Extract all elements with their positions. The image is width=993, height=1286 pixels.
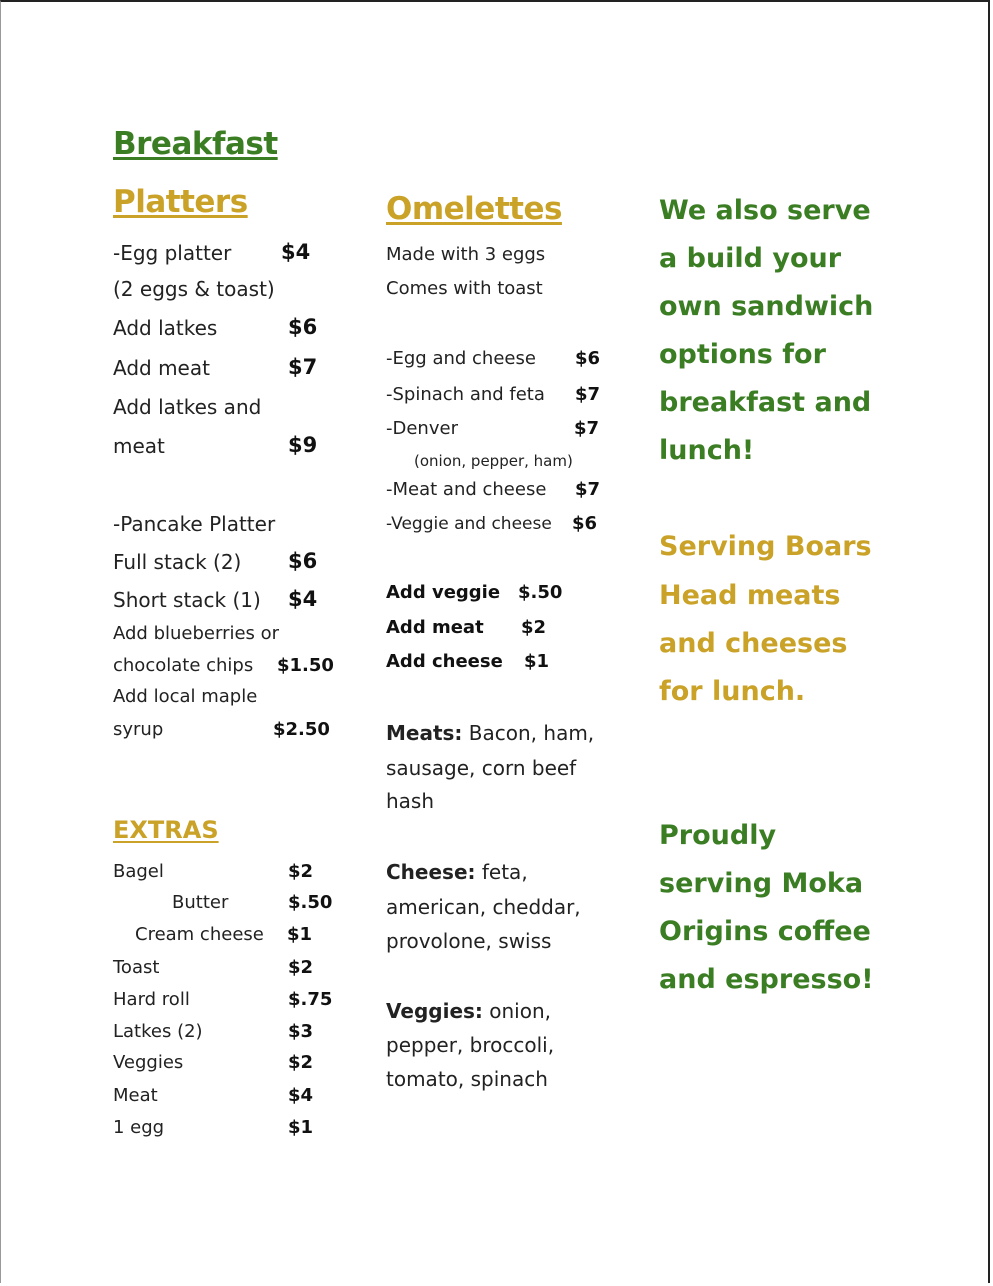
meats-text: Bacon, ham, [462, 721, 595, 745]
sandwich-line-6: lunch! [659, 435, 755, 466]
extras-veggies-price: $2 [288, 1052, 314, 1073]
add-veggie-label: Add veggie [386, 582, 501, 603]
extras-veggies-label: Veggies [113, 1052, 184, 1073]
add-latkes-label: Add latkes [113, 316, 218, 340]
omelette-add-meat-label: Add meat [386, 617, 484, 638]
boars-line-1: Serving Boars [659, 531, 872, 562]
moka-line-2: serving Moka [659, 868, 864, 899]
sandwich-line-4: options for [659, 339, 826, 370]
extras-meat-price: $4 [288, 1085, 314, 1106]
add-cheese-price: $1 [524, 651, 550, 672]
cheese-text: feta, [475, 860, 528, 884]
full-stack-label: Full stack (2) [113, 550, 242, 574]
omelettes-title: Omelettes [386, 191, 562, 227]
cheese-line1 [386, 860, 528, 884]
add-blueberries-price: $1.50 [277, 655, 334, 676]
veggies-line3: tomato, spinach [386, 1067, 548, 1091]
add-veggie-price: $.50 [518, 582, 563, 603]
add-blueberries-label1: Add blueberries or [113, 623, 280, 644]
extras-hard-roll-label: Hard roll [113, 989, 190, 1010]
extras-butter-label: Butter [172, 892, 229, 913]
meat-cheese-label: -Meat and cheese [386, 479, 547, 500]
veggies-line2: pepper, broccoli, [386, 1033, 555, 1057]
meat-cheese-price: $7 [575, 479, 601, 500]
add-syrup-label1: Add local maple [113, 686, 258, 707]
add-syrup-label2: syrup [113, 719, 164, 740]
cheese-line3: provolone, swiss [386, 929, 552, 953]
extras-cream-cheese-price: $1 [287, 924, 313, 945]
add-latkes-meat-price: $9 [288, 433, 318, 457]
add-cheese-label: Add cheese [386, 651, 503, 672]
meats-line3: hash [386, 789, 435, 813]
omelettes-desc1: Made with 3 eggs [386, 244, 546, 265]
extras-egg-price: $1 [288, 1117, 314, 1138]
pancake-platter-label: -Pancake Platter [113, 512, 276, 536]
omelette-add-meat-price: $2 [521, 617, 547, 638]
denver-label: -Denver [386, 418, 458, 439]
denver-price: $7 [574, 418, 600, 439]
platters-title: Platters [113, 184, 248, 220]
extras-toast-label: Toast [113, 957, 160, 978]
meats-line1 [386, 721, 594, 745]
meats-line2: sausage, corn beef [386, 756, 577, 780]
extras-bagel-label: Bagel [113, 861, 164, 882]
veggie-cheese-price: $6 [572, 513, 598, 534]
extras-meat-label: Meat [113, 1085, 158, 1106]
extras-egg-label: 1 egg [113, 1117, 165, 1138]
moka-line-4: and espresso! [659, 964, 874, 995]
add-meat-label: Add meat [113, 356, 210, 380]
extras-latkes-price: $3 [288, 1021, 314, 1042]
veggies-heading: Veggies: [386, 999, 483, 1023]
extras-latkes-label: Latkes (2) [113, 1021, 203, 1042]
extras-toast-price: $2 [288, 957, 314, 978]
extras-bagel-price: $2 [288, 861, 314, 882]
spinach-feta-label: -Spinach and feta [386, 384, 545, 405]
add-syrup-price: $2.50 [273, 719, 330, 740]
omelettes-desc2: Comes with toast [386, 278, 543, 299]
add-blueberries-label2: chocolate chips [113, 655, 254, 676]
veggie-cheese-label: -Veggie and cheese [386, 514, 552, 534]
add-latkes-price: $6 [288, 315, 318, 339]
egg-cheese-price: $6 [575, 348, 601, 369]
full-stack-price: $6 [288, 549, 318, 573]
boars-line-3: and cheeses [659, 628, 848, 659]
sandwich-line-3: own sandwich [659, 291, 874, 322]
extras-cream-cheese-label: Cream cheese [135, 924, 264, 945]
add-latkes-meat-label2: meat [113, 434, 165, 458]
extras-butter-price: $.50 [288, 892, 333, 913]
egg-platter-label: -Egg platter [113, 241, 232, 265]
extras-title: EXTRAS [113, 816, 219, 844]
spinach-feta-price: $7 [575, 384, 601, 405]
sandwich-line-5: breakfast and [659, 387, 872, 418]
denver-sub: (onion, pepper, ham) [414, 452, 573, 470]
boars-line-4: for lunch. [659, 676, 806, 707]
sandwich-line-2: a build your [659, 243, 842, 274]
veggies-line1 [386, 999, 551, 1023]
cheese-heading: Cheese: [386, 860, 476, 884]
boars-line-2: Head meats [659, 580, 841, 611]
egg-platter-price: $4 [281, 240, 311, 264]
breakfast-title: Breakfast [113, 126, 278, 162]
add-latkes-meat-label1: Add latkes and [113, 395, 262, 419]
egg-platter-sub: (2 eggs & toast) [113, 277, 275, 301]
sandwich-line-1: We also serve [659, 195, 871, 226]
short-stack-price: $4 [288, 587, 318, 611]
cheese-line2: american, cheddar, [386, 895, 581, 919]
moka-line-3: Origins coffee [659, 916, 871, 947]
moka-line-1: Proudly [659, 820, 777, 851]
egg-cheese-label: -Egg and cheese [386, 348, 536, 369]
short-stack-label: Short stack (1) [113, 588, 261, 612]
meats-heading: Meats: [386, 721, 463, 745]
veggies-text: onion, [482, 999, 552, 1023]
add-meat-price: $7 [288, 355, 318, 379]
extras-hard-roll-price: $.75 [288, 989, 333, 1010]
